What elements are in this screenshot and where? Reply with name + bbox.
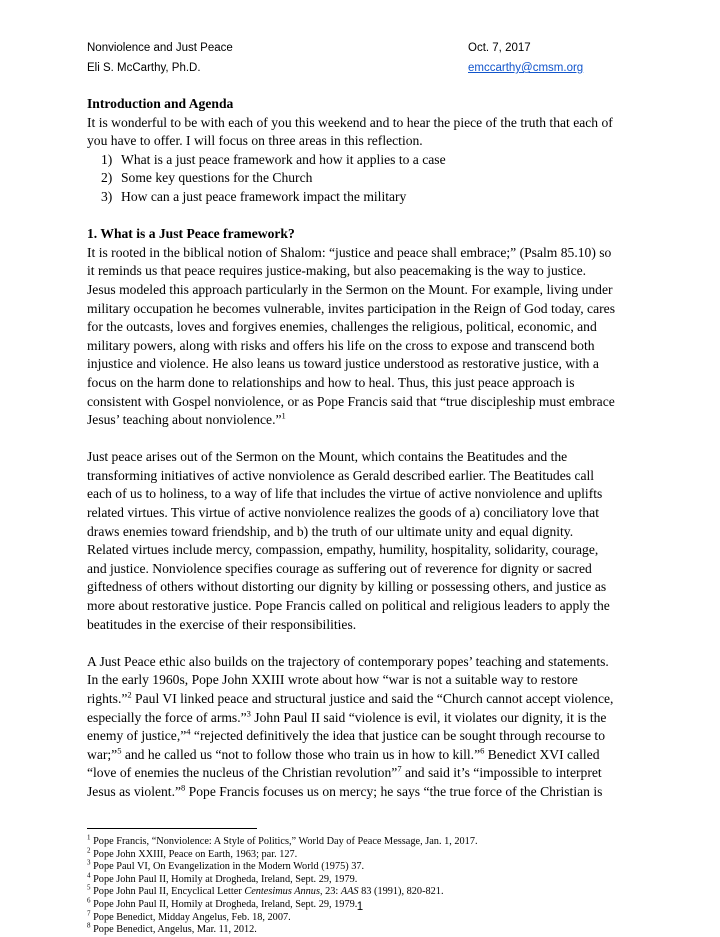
paragraph-line: and justice. Nonviolence specifies courage as suffering out of reverence for dignity or sacred [87, 560, 592, 576]
paragraph-line: In the early 1960s, Pope John XXIII wrote about how “war is not a suitable way to restore [87, 672, 578, 688]
page-number: 1 [356, 901, 364, 913]
paragraph-line: Jesus as violent.”$^8$ Pope Francis focuses us on mercy; he says “the true force of the Christian is [87, 782, 603, 799]
footnote: $^5$ Pope John Paul II, Encyclical Letter Centesimus Annus, 23: AAS 83 (1991), 820-821. [87, 883, 444, 898]
paragraph-line: It is rooted in the biblical notion of Shalom: “justice and peace shall embrace;” (Psalm 85.10) so [87, 244, 612, 260]
intro-line: It is wonderful to be with each of you this weekend and to hear the piece of the truth that each of [87, 114, 613, 130]
header-email-link[interactable]: emccarthy@cmsm.org [468, 62, 584, 74]
paragraph-line: draws enemies toward friendship, and b) the truth of our ultimate unity and equal dignity. [87, 523, 574, 539]
footnote: $^3$ Pope Paul VI, On Evangelization in the Modern World (1975) 37. [87, 858, 365, 873]
paragraph-line: war;”$^5$ and he called us “not to follow those who train us in how to kill.”$^6$ Benedict XVI called [87, 745, 600, 762]
paragraph-line: transforming initiatives of active nonviolence as Gerald described earlier. The Beatitudes call [87, 467, 595, 483]
footnote-ref[interactable]: 5 [117, 745, 122, 756]
paragraph-line: rights.”$^2$ Paul VI linked peace and structural justice and said the “Church cannot accept violence, [87, 689, 614, 706]
paragraph-line: Just peace arises out of the Sermon on the Mount, which contains the Beatitudes and the [87, 449, 568, 465]
paragraph-line: enemy of justice,”$^4$ “rejected definitively the idea that justice can be sought through recourse to [87, 726, 605, 744]
footnote: $^1$ Pope Francis, “Nonviolence: A Style of Politics,” World Day of Peace Message, Jan. 1, 2017. [87, 833, 478, 847]
footnote: $^7$ Pope Benedict, Midday Angelus, Feb. 18, 2007. [87, 909, 291, 923]
paragraph-line: focus on the harm done to relationships and how to heal. Thus, this just peace approach is [87, 374, 575, 390]
footnote: $^4$ Pope John Paul II, Homily at Drogheda, Ireland, Sept. 29, 1979. [87, 871, 358, 885]
footnote-ref[interactable]: 6 [480, 745, 485, 756]
paragraph-line: related virtues. This virtue of active nonviolence realizes the goods of a) conciliatory love that [87, 505, 599, 521]
paragraph-line: more about restorative justice. Pope Francis called on political and religious leaders to apply the [87, 598, 610, 614]
section1-heading: 1. What is a Just Peace framework? [87, 226, 295, 242]
footnote-ref[interactable]: 1 [281, 410, 286, 421]
header-author: Eli S. McCarthy, Ph.D. [87, 62, 201, 74]
footnote-ref[interactable]: 7 [397, 763, 402, 774]
footnote-ref[interactable]: 2 [127, 689, 132, 700]
paragraph-line: Jesus’ teaching about nonviolence.”$^1$ [87, 410, 286, 428]
paragraph-line: consistent with Gospel nonviolence, or as Pope Francis said that “true discipleship must embrace [87, 393, 615, 409]
paragraph-line: beatitudes in the exercise of their responsibilities. [87, 616, 357, 632]
paragraph-line: A Just Peace ethic also builds on the trajectory of contemporary popes’ teaching and statements. [87, 653, 609, 669]
footnote-ref[interactable]: 8 [181, 782, 186, 793]
header-title: Nonviolence and Just Peace [87, 42, 233, 54]
footnote: $^6$ Pope John Paul II, Homily at Drogheda, Ireland, Sept. 29, 1979. [87, 896, 358, 910]
footnote: $^2$ Pope John XXIII, Peace on Earth, 1963; par. 127. [87, 846, 298, 860]
agenda-item: 1) What is a just peace framework and how it applies to a case [101, 151, 446, 167]
paragraph-line: especially the force of arms.”$^3$ John Paul II said “violence is evil, it violates our dignity, it is the [87, 708, 607, 725]
paragraph-line: “love of enemies the nucleus of the Christian revolution”$^7$ and said it’s “impossible to interpret [87, 763, 602, 781]
document-body [87, 95, 635, 802]
footnote-divider [87, 828, 257, 829]
paragraph-line: each of us to holiness, to a way of life that includes the virtue of active nonviolence and uplifts [87, 486, 603, 502]
paragraph-line: Jesus modeled this approach particularly in the Sermon on the Mount. For example, living under [87, 281, 613, 297]
paragraph-line: military powers, along with risks and offers his life on the cross to expose and transcend both [87, 337, 595, 353]
header-date: Oct. 7, 2017 [468, 42, 531, 54]
paragraph-line: Related virtues include mercy, compassion, empathy, humility, hospitality, solidarity, courage, [87, 542, 599, 558]
paragraph-line: giftedness of others without distorting our dignity by killing or possessing others, and justice as [87, 579, 607, 595]
footnote-ref[interactable]: 3 [246, 708, 251, 719]
footnote: $^8$ Pope Benedict, Angelus, Mar. 11, 2012. [87, 921, 257, 936]
footnotes [87, 833, 478, 937]
intro-line: you have to offer. I will focus on three areas in this reflection. [87, 133, 423, 149]
paragraph-line: it reminds us that peace requires justice-making, but also peacemaking is the way to justice. [87, 263, 587, 279]
paragraph-line: military occupation he becomes vulnerable, invites participation in the Reign of God today, cares [87, 300, 615, 316]
agenda-item: 3) How can a just peace framework impact the military [101, 188, 407, 204]
footnote-ref[interactable]: 4 [186, 726, 191, 737]
paragraph-line: injustice and violence. He also leans us toward justice understood as restorative justice, with a [87, 356, 599, 372]
paragraph-line: for the outcasts, loves and forgives enemies, challenges the religious, political, economic, and [87, 319, 597, 335]
agenda-item: 2) Some key questions for the Church [101, 170, 313, 186]
intro-heading: Introduction and Agenda [87, 96, 234, 111]
